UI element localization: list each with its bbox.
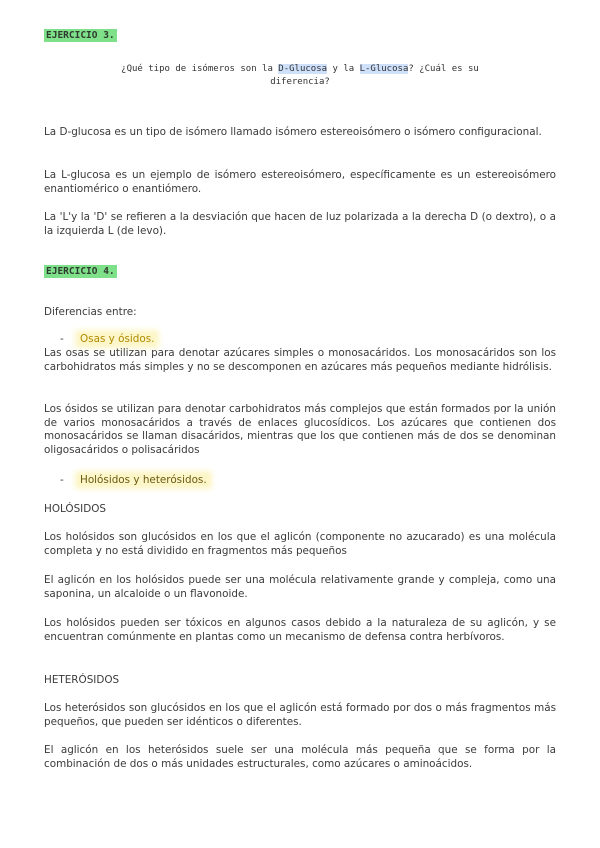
- paragraph-heterosidos-2: El aglicón en los heterósidos suele ser una molécula más pequeña que se forma por la combinación de dos o más unidades estructurales, como azúcares o aminoácidos.: [44, 744, 556, 770]
- ejercicio-4-heading: [44, 266, 117, 277]
- paragraph-d-glucosa: La D-glucosa es un tipo de isómero llamado isómero estereoisómero o isómero configuracional.: [44, 126, 542, 138]
- bullet-holosidos-heterosidos: [60, 474, 209, 486]
- bullet-dash: -: [60, 333, 64, 345]
- paragraph-osidos: Los ósidos se utilizan para denotar carbohidratos más complejos que están formados por la unión de varios monosacáridos a través de enlaces glucosídicos. Los azúcares que contienen dos monosacáridos se llaman disacáridos, mientras que los que contienen más de dos se denominan oligosacáridos o polisacáridos: [44, 403, 556, 456]
- differences-intro: Diferencias entre:: [44, 306, 137, 318]
- question-part-1: ¿Qué tipo de isómeros son la: [121, 64, 279, 74]
- holosidos-title: HOLÓSIDOS: [44, 503, 107, 515]
- ejercicio-3-heading: [44, 30, 117, 41]
- paragraph-l-glucosa: La L-glucosa es un ejemplo de isómero estereoisómero, específicamente es un estereoisómero enantiomérico o enantiómero.: [44, 169, 556, 195]
- ejercicio-4-heading-text: EJERCICIO 4.: [46, 266, 115, 277]
- question-part-3: ? ¿Cuál es su diferencia?: [270, 64, 479, 87]
- question-text: [90, 63, 510, 89]
- ejercicio-3-heading-text: EJERCICIO 3.: [46, 30, 115, 41]
- paragraph-holosidos-2: El aglicón en los holósidos puede ser una molécula relativamente grande y compleja, como una saponina, un alcaloide o un flavonoide.: [44, 574, 556, 600]
- paragraph-holosidos-3: Los holósidos pueden ser tóxicos en algunos casos debido a la naturaleza de su aglicón, y se encuentran comúnmente en plantas como un mecanismo de defensa contra herbívoros.: [44, 617, 556, 643]
- paragraph-l-d-meaning: La 'L'y la 'D' se refieren a la desviación que hacen de luz polarizada a la derecha D (o dextro), o a la izquierda L (de levo).: [44, 211, 556, 237]
- bullet-osas-osidos: [60, 333, 156, 345]
- l-glucosa-highlight: L-Glucosa: [359, 64, 409, 74]
- d-glucosa-highlight: D-Glucosa: [278, 64, 328, 74]
- paragraph-osas: Las osas se utilizan para denotar azúcares simples o monosacáridos. Los monosacáridos son los carbohidratos más simples y no se descomponen en azúcares más pequeños mediante hidrólisis.: [44, 347, 556, 373]
- paragraph-holosidos-1: Los holósidos son glucósidos en los que el aglicón (componente no azucarado) es una molécula completa y no está dividido en fragmentos más pequeños: [44, 531, 556, 557]
- bullet-holosidos-label: Holósidos y heterósidos.: [80, 474, 207, 486]
- bullet-osas-osidos-label: Osas y ósidos.: [80, 333, 155, 345]
- bullet-dash: -: [60, 474, 64, 486]
- heterosidos-title: HETERÓSIDOS: [44, 674, 120, 686]
- question-part-2: y la: [327, 64, 360, 74]
- paragraph-heterosidos-1: Los heterósidos son glucósidos en los que el aglicón está formado por dos o más fragmentos más pequeños, que pueden ser idénticos o diferentes.: [44, 702, 556, 728]
